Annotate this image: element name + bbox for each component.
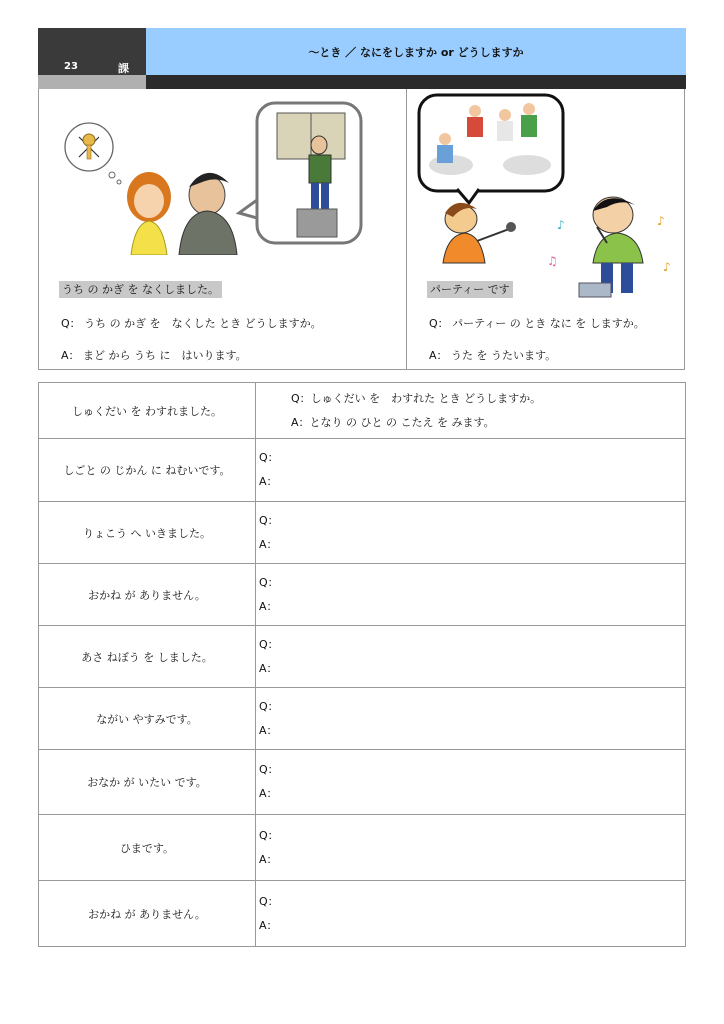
lesson-label: 課 xyxy=(118,62,129,75)
table-row xyxy=(39,564,686,626)
row-answer-cell[interactable] xyxy=(256,626,686,688)
table-row xyxy=(39,815,686,881)
left-situation xyxy=(59,281,222,297)
example-section xyxy=(38,89,685,370)
question-line: Q： xyxy=(259,451,279,464)
row-prompt: おかね が ありません。 xyxy=(39,881,256,947)
table-row xyxy=(39,688,686,750)
right-answer: A： うた を うたいます。 xyxy=(429,349,557,362)
row-answer-cell[interactable] xyxy=(256,881,686,947)
row-answer-cell[interactable] xyxy=(256,688,686,750)
answer-line: A： xyxy=(259,918,278,932)
page-title-text: ～とき ／ なにをしますか or どうしますか xyxy=(308,45,524,59)
lesson-header xyxy=(38,28,686,89)
lesson-number-box xyxy=(38,28,146,75)
practice-table xyxy=(38,382,686,947)
svg-text:♪: ♪ xyxy=(663,260,671,274)
answer-line: A： xyxy=(259,723,278,737)
row-prompt: おかね が ありません。 xyxy=(39,564,256,626)
question-line: Q： xyxy=(259,763,279,776)
right-question: Q： パーティー の とき なに を しますか。 xyxy=(429,317,645,330)
row-answer-cell[interactable] xyxy=(256,564,686,626)
row-answer-cell[interactable] xyxy=(256,439,686,502)
question-line: Q： xyxy=(259,828,279,842)
row-prompt: りょこう へ いきました。 xyxy=(39,502,256,564)
row-answer-cell[interactable] xyxy=(256,815,686,881)
row-prompt: ひまです。 xyxy=(39,815,256,881)
answer-line: A： xyxy=(259,852,278,866)
question-line: Q： xyxy=(259,894,279,908)
title-strip xyxy=(146,75,686,89)
svg-text:♪: ♪ xyxy=(657,214,665,228)
left-answer: A： まど から うち に はいります。 xyxy=(61,349,247,362)
row-prompt: あさ ねぼう を しました。 xyxy=(39,626,256,688)
right-situation xyxy=(427,281,513,297)
question-line: Q： xyxy=(259,513,279,527)
table-row xyxy=(39,439,686,502)
question-line: Q： xyxy=(259,637,279,651)
svg-text:♪: ♪ xyxy=(557,218,565,232)
row-prompt: おなか が いたい です。 xyxy=(39,750,256,815)
row-prompt: しごと の じかん に ねむいです。 xyxy=(39,439,256,502)
answer-line: A： xyxy=(259,475,278,488)
table-row xyxy=(39,626,686,688)
row-prompt: ながい やすみです。 xyxy=(39,688,256,750)
party-illustration xyxy=(417,93,679,305)
svg-text:♫: ♫ xyxy=(547,254,558,268)
row-answer-cell[interactable] xyxy=(256,502,686,564)
answer-line: A： xyxy=(259,787,278,800)
lesson-number: 23 xyxy=(64,61,78,72)
lost-key-illustration xyxy=(57,95,402,255)
answer-line: A： xyxy=(259,599,278,613)
lesson-strip xyxy=(38,75,146,89)
example-prompt: しゅくだい を わすれました。 xyxy=(39,383,256,439)
table-row xyxy=(39,881,686,947)
answer-line: A： xyxy=(259,661,278,675)
example-row xyxy=(39,383,686,439)
table-row xyxy=(39,502,686,564)
example-question: Q：しゅくだい を わすれた とき どうしますか。 xyxy=(291,391,542,405)
row-answer-cell[interactable] xyxy=(256,750,686,815)
right-situation-label: パーティー です xyxy=(427,281,513,298)
page-title xyxy=(146,28,686,75)
left-question: Q： うち の かぎ を なくした とき どうしますか。 xyxy=(61,317,322,330)
example-answer: A：となり の ひと の こたえ を みます。 xyxy=(291,415,495,429)
left-situation-label: うち の かぎ を なくしました。 xyxy=(59,281,222,298)
question-line: Q： xyxy=(259,575,279,589)
example-qa xyxy=(256,383,686,439)
example-divider xyxy=(406,89,407,369)
answer-line: A： xyxy=(259,537,278,551)
question-line: Q： xyxy=(259,699,279,713)
table-row xyxy=(39,750,686,815)
